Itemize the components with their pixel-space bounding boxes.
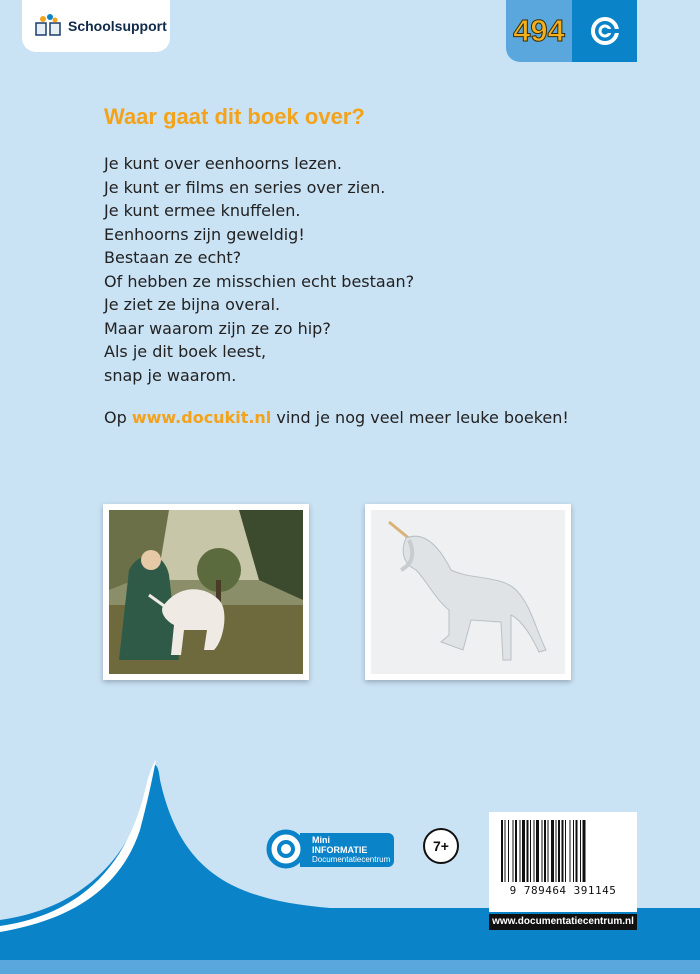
mini-informatie-logo xyxy=(266,830,396,868)
mini-line1: Mini xyxy=(312,835,330,845)
promo-after: vind je nog veel meer leuke boeken! xyxy=(271,408,569,427)
barcode-bar xyxy=(544,820,546,882)
barcode-bar xyxy=(542,820,543,882)
barcode xyxy=(489,812,637,912)
barcode-bar xyxy=(558,820,560,882)
isbn-digits: 9 789464 391145 xyxy=(509,884,617,897)
barcode-bar xyxy=(530,820,531,882)
barcode-bar xyxy=(520,820,521,882)
barcode-bar xyxy=(562,820,564,882)
barcode-bar xyxy=(522,820,525,882)
barcode-bar xyxy=(551,820,554,882)
mini-swirl-icon xyxy=(266,829,306,869)
blurb-line: Eenhoorns zijn geweldig! xyxy=(104,224,305,244)
barcode-bar xyxy=(505,820,506,882)
barcode-bar xyxy=(515,820,517,882)
barcode-bar xyxy=(570,820,571,882)
barcode-bar xyxy=(536,820,539,882)
series-number: 494 xyxy=(506,0,572,62)
mini-line2: INFORMATIE xyxy=(312,845,368,855)
schoolsupport-logo-icon xyxy=(34,13,62,39)
barcode-bar xyxy=(565,820,566,882)
unicorn-photo xyxy=(365,504,571,680)
docukit-link[interactable]: www.docukit.nl xyxy=(131,408,272,427)
blurb-text xyxy=(104,152,414,387)
schoolsupport-logo xyxy=(22,0,170,52)
blurb-line: Maar waarom zijn ze zo hip? xyxy=(104,318,331,338)
series-number-tab xyxy=(506,0,637,62)
barcode-bar xyxy=(508,820,509,882)
barcode-bar xyxy=(583,820,586,882)
barcode-bar xyxy=(513,820,514,882)
barcode-bar xyxy=(501,820,503,882)
barcode-bar xyxy=(556,820,557,882)
barcode-bar xyxy=(548,820,549,882)
blurb-line: Je kunt er films en series over zien. xyxy=(104,177,386,197)
painting-photo xyxy=(103,504,309,680)
blurb-line: Je ziet ze bijna overal. xyxy=(104,295,281,314)
blurb-line: Als je dit boek leest, xyxy=(104,342,267,361)
website-label: www.documentatiecentrum.nl xyxy=(489,914,637,930)
age-badge: 7+ xyxy=(423,828,459,864)
barcode-bar xyxy=(527,820,529,882)
promo-before: Op xyxy=(104,408,132,427)
barcode-bars xyxy=(489,816,637,888)
blurb-line: Je kunt over eenhoorns lezen. xyxy=(104,154,342,173)
blurb-line: Of hebben ze misschien echt bestaan? xyxy=(104,271,415,291)
blurb-line: Je kunt ermee knuffelen. xyxy=(104,201,301,220)
blurb-line: snap je waarom. xyxy=(104,365,237,385)
barcode-bar xyxy=(534,820,535,882)
mini-line3: Documentatiecentrum xyxy=(312,855,391,864)
barcode-bar xyxy=(576,820,578,882)
promo-text xyxy=(104,408,569,427)
mini-informatie-badge xyxy=(300,833,394,867)
barcode-bar xyxy=(573,820,574,882)
documentatiecentrum-swirl-icon xyxy=(572,0,637,62)
brand-name: Schoolsupport xyxy=(68,18,167,34)
page-heading: Waar gaat dit boek over? xyxy=(104,104,365,129)
blurb-line: Bestaan ze echt? xyxy=(104,248,242,267)
barcode-bar xyxy=(580,820,581,882)
